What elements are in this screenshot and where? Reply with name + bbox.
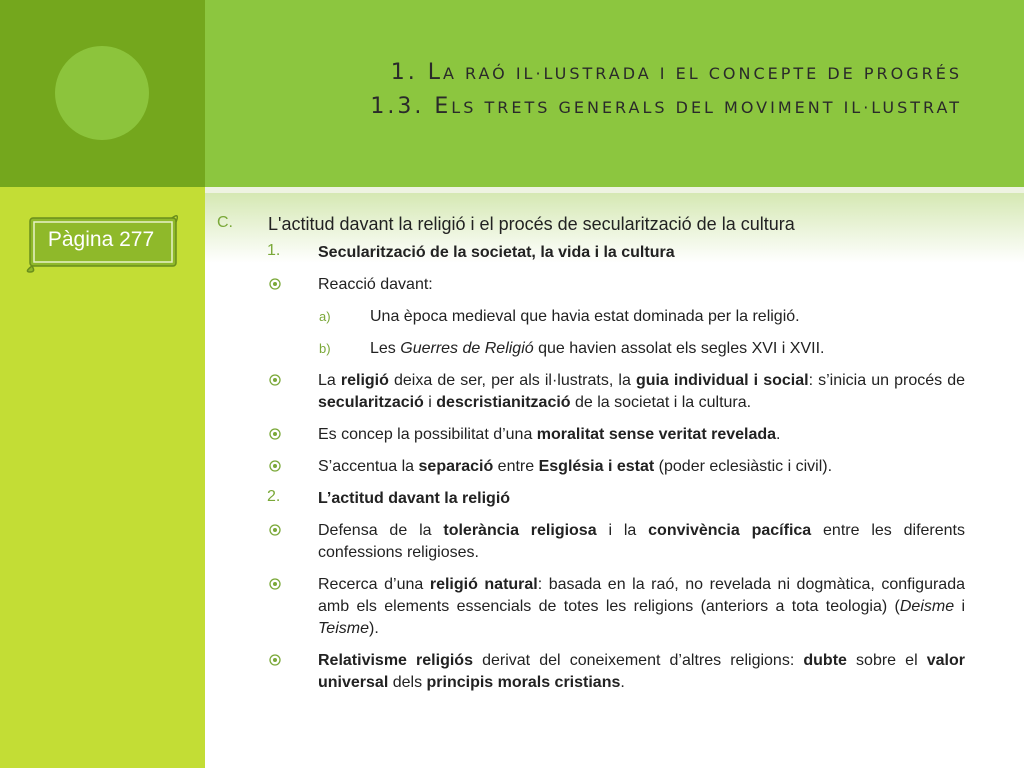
list-item-text xyxy=(318,488,965,510)
bullet-item xyxy=(215,370,965,414)
list-item-text xyxy=(318,242,965,264)
list-marker: 1. xyxy=(267,242,281,259)
list-marker: C. xyxy=(217,214,233,231)
text-run: Recerca d’una xyxy=(318,576,430,593)
text-run: i xyxy=(423,394,437,411)
text-run: entre xyxy=(493,458,539,475)
bullet-item xyxy=(215,274,965,296)
bullet-item xyxy=(215,520,965,564)
bold-text: L’actitud davant la religió xyxy=(318,490,511,507)
list-item xyxy=(215,338,965,360)
text-run: Defensa de la xyxy=(318,522,444,539)
italic-text: Guerres de Religió xyxy=(400,340,534,357)
list-item-text xyxy=(318,424,965,446)
text-run: ). xyxy=(368,620,379,637)
circled-dot-icon xyxy=(269,278,281,290)
slide-title-line-1 xyxy=(391,60,962,85)
text-run: entre les diferents confessions religioses. xyxy=(318,522,966,561)
circled-dot-icon xyxy=(269,654,281,666)
text-run: Reacció davant: xyxy=(318,276,433,293)
bold-text: convivència pacífica xyxy=(648,522,812,539)
list-item-text xyxy=(318,574,965,640)
title-segment: LS TRETS GENERALS DEL MOVIMENT IL·LUSTRAT xyxy=(451,98,962,117)
text-run: dels xyxy=(388,674,427,691)
text-run: . xyxy=(776,426,781,443)
circled-dot-icon xyxy=(269,428,281,440)
bold-text: separació xyxy=(418,458,494,475)
list-item-text xyxy=(318,520,965,564)
list-item xyxy=(215,242,965,264)
bullet-item xyxy=(215,424,965,446)
text-run: i xyxy=(954,598,966,615)
list-item xyxy=(215,212,965,236)
list-marker: a) xyxy=(319,309,331,324)
list-marker: 2. xyxy=(267,488,281,505)
bold-text: guia individual i social xyxy=(635,372,809,389)
text-run: i la xyxy=(596,522,649,539)
text-run: Es concep la possibilitat d’una xyxy=(318,426,537,443)
bullet-item xyxy=(215,456,965,478)
text-run: S’accentua la xyxy=(318,458,419,475)
slide-title-line-2 xyxy=(370,94,962,119)
bold-text: Secularització de la societat, la vida i la cultura xyxy=(318,244,675,261)
slide-body xyxy=(215,212,965,704)
left-panel-bottom xyxy=(0,187,205,768)
bold-text: Relativisme religiós xyxy=(318,652,473,669)
bold-text: moralitat sense veritat revelada xyxy=(536,426,777,443)
list-item-text xyxy=(268,212,965,236)
text-run: (poder eclesiàstic i civil). xyxy=(654,458,833,475)
circled-dot-icon xyxy=(269,374,281,386)
bold-text: principis morals cristians xyxy=(426,674,621,691)
title-segment: A RAÓ IL·LUSTRADA I EL CONCEPTE DE PROGRÉS xyxy=(442,64,962,83)
text-run: que havien assolat els segles XVI i XVII. xyxy=(533,340,825,357)
slide-header xyxy=(205,0,1024,187)
decorative-circle xyxy=(55,46,149,140)
text-run: L'actitud davant la religió i el procés de secularització de la cultura xyxy=(268,214,795,234)
bold-text: religió xyxy=(340,372,389,389)
text-run: sobre el xyxy=(846,652,927,669)
bold-text: secularització xyxy=(318,394,424,411)
text-run: : s’inicia un procés de xyxy=(808,372,966,389)
bold-text: religió natural xyxy=(429,576,538,593)
bullet-item xyxy=(215,650,965,694)
list-item xyxy=(215,306,965,328)
italic-text: Deisme xyxy=(899,598,955,615)
list-marker: b) xyxy=(319,341,331,356)
list-item-text xyxy=(318,370,965,414)
bold-text: descristianització xyxy=(436,394,571,411)
italic-text: Teisme xyxy=(318,620,369,637)
list-item xyxy=(215,488,965,510)
circled-dot-icon xyxy=(269,578,281,590)
list-item-text xyxy=(370,338,965,360)
title-segment: 1. L xyxy=(390,60,443,85)
text-run: deixa de ser, per als il·lustrats, la xyxy=(388,372,636,389)
text-run: Una època medieval que havia estat dominada per la religió. xyxy=(370,308,800,325)
title-segment: 1.3. E xyxy=(370,94,452,119)
bold-text: valor universal xyxy=(318,652,965,691)
text-run: : basada en la raó, no revelada ni dogmàtica, configurada amb els elements essencials de totes les religions (anteriors a tota teologia) ( xyxy=(318,576,965,615)
list-item-text xyxy=(318,274,965,296)
circled-dot-icon xyxy=(269,524,281,536)
page-label-scroll xyxy=(22,212,182,274)
bullet-item xyxy=(215,574,965,640)
text-run: . xyxy=(620,674,625,691)
list-item-text xyxy=(318,456,965,478)
bold-text: tolerància religiosa xyxy=(443,522,597,539)
list-item-text xyxy=(318,650,965,694)
list-item-text xyxy=(370,306,965,328)
bold-text: dubte xyxy=(803,652,847,669)
text-run: Les xyxy=(370,340,401,357)
page-number-label: Pàgina 277 xyxy=(47,228,155,251)
text-run: La xyxy=(318,372,341,389)
text-run: derivat del coneixement d’altres religions: xyxy=(472,652,804,669)
bold-text: Església i estat xyxy=(538,458,655,475)
circled-dot-icon xyxy=(269,460,281,472)
text-run: de la societat i la cultura. xyxy=(570,394,752,411)
